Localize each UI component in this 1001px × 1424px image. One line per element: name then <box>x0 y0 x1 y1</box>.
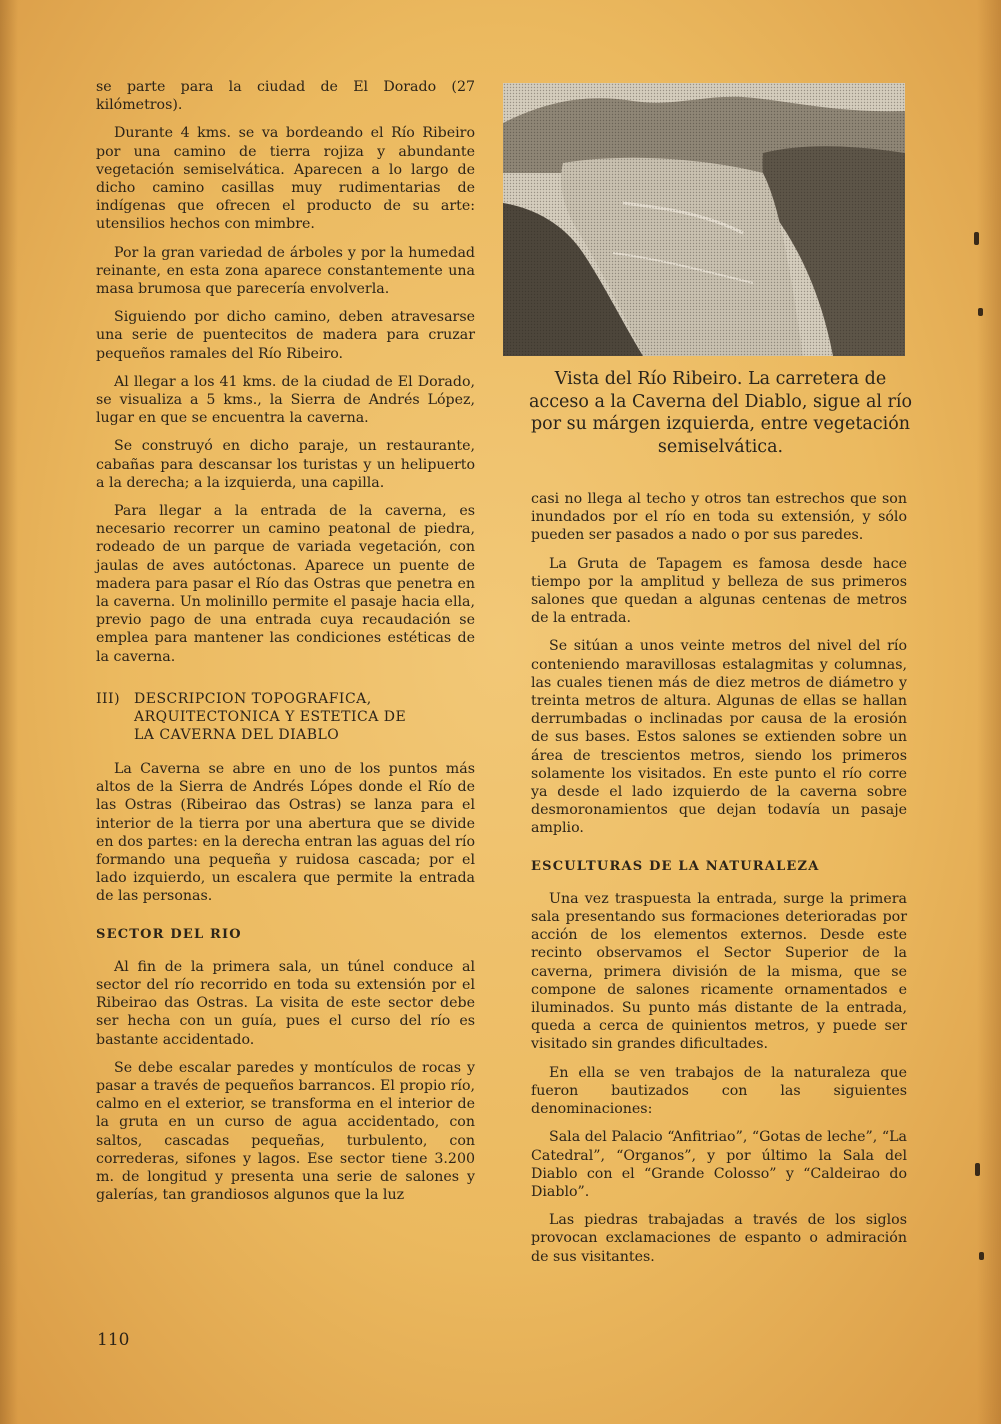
paragraph: Por la gran variedad de árboles y por la humedad reinante, en esta zona aparece constantemente una masa brumosa que parecería envolverla. <box>96 244 475 298</box>
paragraph: Siguiendo por dicho camino, deben atravesarse una serie de puentecitos de madera para cruzar pequeños ramales del Río Ribeiro. <box>96 309 475 362</box>
ink-mark <box>979 1252 984 1260</box>
ink-mark <box>974 232 979 245</box>
river-photo <box>503 83 905 356</box>
ink-mark <box>975 1163 980 1176</box>
paragraph: Se debe escalar paredes y montículos de rocas y pasar a través de pequeños barrancos. El propio río, calmo en el exterior, se transforma en el interior de la gruta en un curso de agua accidentado, con saltos, cascadas pequeñas, turbulento, con correderas, sifones y lagos. Ese sector tiene 3.200 m. de longitud y presenta una serie de salones y galerías, tan grandiosos algunos que la luz <box>96 1059 475 1204</box>
page-edge-shadow <box>977 0 1001 1424</box>
photo-caption: Vista del Río Ribeiro. La carretera de acceso a la Caverna del Diablo, sigue al río por su márgen izquierda, entre vegetación semiselvática. <box>528 369 913 457</box>
paragraph: Una vez traspuesta la entrada, surge la primera sala presentando sus formaciones deterioradas por acción de los elementos externos. Desde este recinto observamos el Sector Superior de la caverna, primera división de la misma, que se compone de salones ricamente ornamentados e iluminados. Su punto más distante de la entrada, queda a cerca de quinientos metros, y puede ser visitado sin grandes dificultades. <box>531 890 907 1053</box>
page-edge-shadow <box>0 0 18 1424</box>
paragraph: Sala del Palacio “Anfitriao”, “Gotas de leche”, “La Catedral”, “Organos”, y por último la Sala del Diablo con el “Grande Colosso” y “Caldeirao do Diablo”. <box>531 1129 907 1200</box>
paragraph: Se construyó en dicho paraje, un restaurante, cabañas para descansar los turistas y un helipuerto a la derecha; a la izquierda, una capilla. <box>96 438 475 491</box>
paragraph: Durante 4 kms. se va bordeando el Río Ribeiro por una camino de tierra rojiza y abundante vegetación semiselvática. Aparecen a lo largo de dicho camino casillas muy rudimentarias de indígenas que ofrecen el producto de su arte: utensilios hechos con mimbre. <box>96 125 475 233</box>
ink-mark <box>978 308 983 316</box>
left-column <box>96 78 475 1214</box>
section-heading-line: LA CAVERNA DEL DIABLO <box>134 726 340 743</box>
paragraph: La Gruta de Tapagem es famosa desde hace tiempo por la amplitud y belleza de sus primeros salones que quedan a algunas centenas de metros de la entrada. <box>531 555 907 627</box>
paragraph: Se sitúan a unos veinte metros del nivel del río conteniendo maravillosas estalagmitas y columnas, las cuales tienen más de diez metros de diámetro y treinta metros de altura. Algunas de ellas se hallan derrumbadas o inclinadas por causa de la erosión de sus bases. Estos salones se extienden sobre un área de trescientos metros, siendo los primeros solamente los visitados. En este punto el río corre ya desde el lado izquierdo de la caverna sobre desmoronamientos que dejan todavía un pasaje amplio. <box>531 638 907 837</box>
page-number: 110 <box>97 1330 130 1350</box>
paragraph: se parte para la ciudad de El Dorado (27 kilómetros). <box>96 79 475 114</box>
section-number: III) <box>96 690 121 707</box>
subheading: ESCULTURAS DE LA NATURALEZA <box>531 858 820 874</box>
river-photo-image <box>503 83 905 356</box>
paragraph: La Caverna se abre en uno de los puntos más altos de la Sierra de Andrés Lópes donde el Río de las Ostras (Ribeirao das Ostras) se lanza para el interior de la tierra por una abertura que se divide en dos partes: en la derecha entran las aguas del río formando una pequeña y ruidosa cascada; por el lado izquierdo, un escalera que permite la entrada de las personas. <box>96 760 475 905</box>
paragraph: Para llegar a la entrada de la caverna, es necesario recorrer un camino peatonal de piedra, rodeado de un parque de variada vegetación, con jaulas de aves autóctonas. Aparece un puente de madera para pasar el Río das Ostras que penetra en la caverna. Un molinillo permite el pasaje hacia ella, previo pago de una entrada cuya recaudación se emplea para mantener las condiciones estéticas de la caverna. <box>96 503 475 665</box>
paragraph: En ella se ven trabajos de la naturaleza que fueron bautizados con las siguientes denominaciones: <box>531 1064 907 1118</box>
section-heading-line: DESCRIPCION TOPOGRAFICA, <box>134 690 372 707</box>
paragraph: Al fin de la primera sala, un túnel conduce al sector del río recorrido en toda su extensión por el Ribeirao das Ostras. La visita de este sector debe ser hecha con un guía, pues el curso del río es bastante accidentado. <box>96 958 475 1048</box>
paragraph: Las piedras trabajadas a través de los siglos provocan exclamaciones de espanto o admiración de sus visitantes. <box>531 1212 907 1265</box>
paragraph: Al llegar a los 41 kms. de la ciudad de El Dorado, se visualiza a 5 kms., la Sierra de Andrés López, lugar en que se encuentra la caverna. <box>96 373 475 427</box>
subheading: SECTOR DEL RIO <box>96 926 242 942</box>
right-column <box>531 490 907 1276</box>
section-heading-line: ARQUITECTONICA Y ESTETICA DE <box>134 708 407 725</box>
section-heading <box>96 690 475 744</box>
paragraph: casi no llega al techo y otros tan estrechos que son inundados por el río en toda su extensión, y sólo pueden ser pasados a nado o por sus paredes. <box>531 491 907 544</box>
